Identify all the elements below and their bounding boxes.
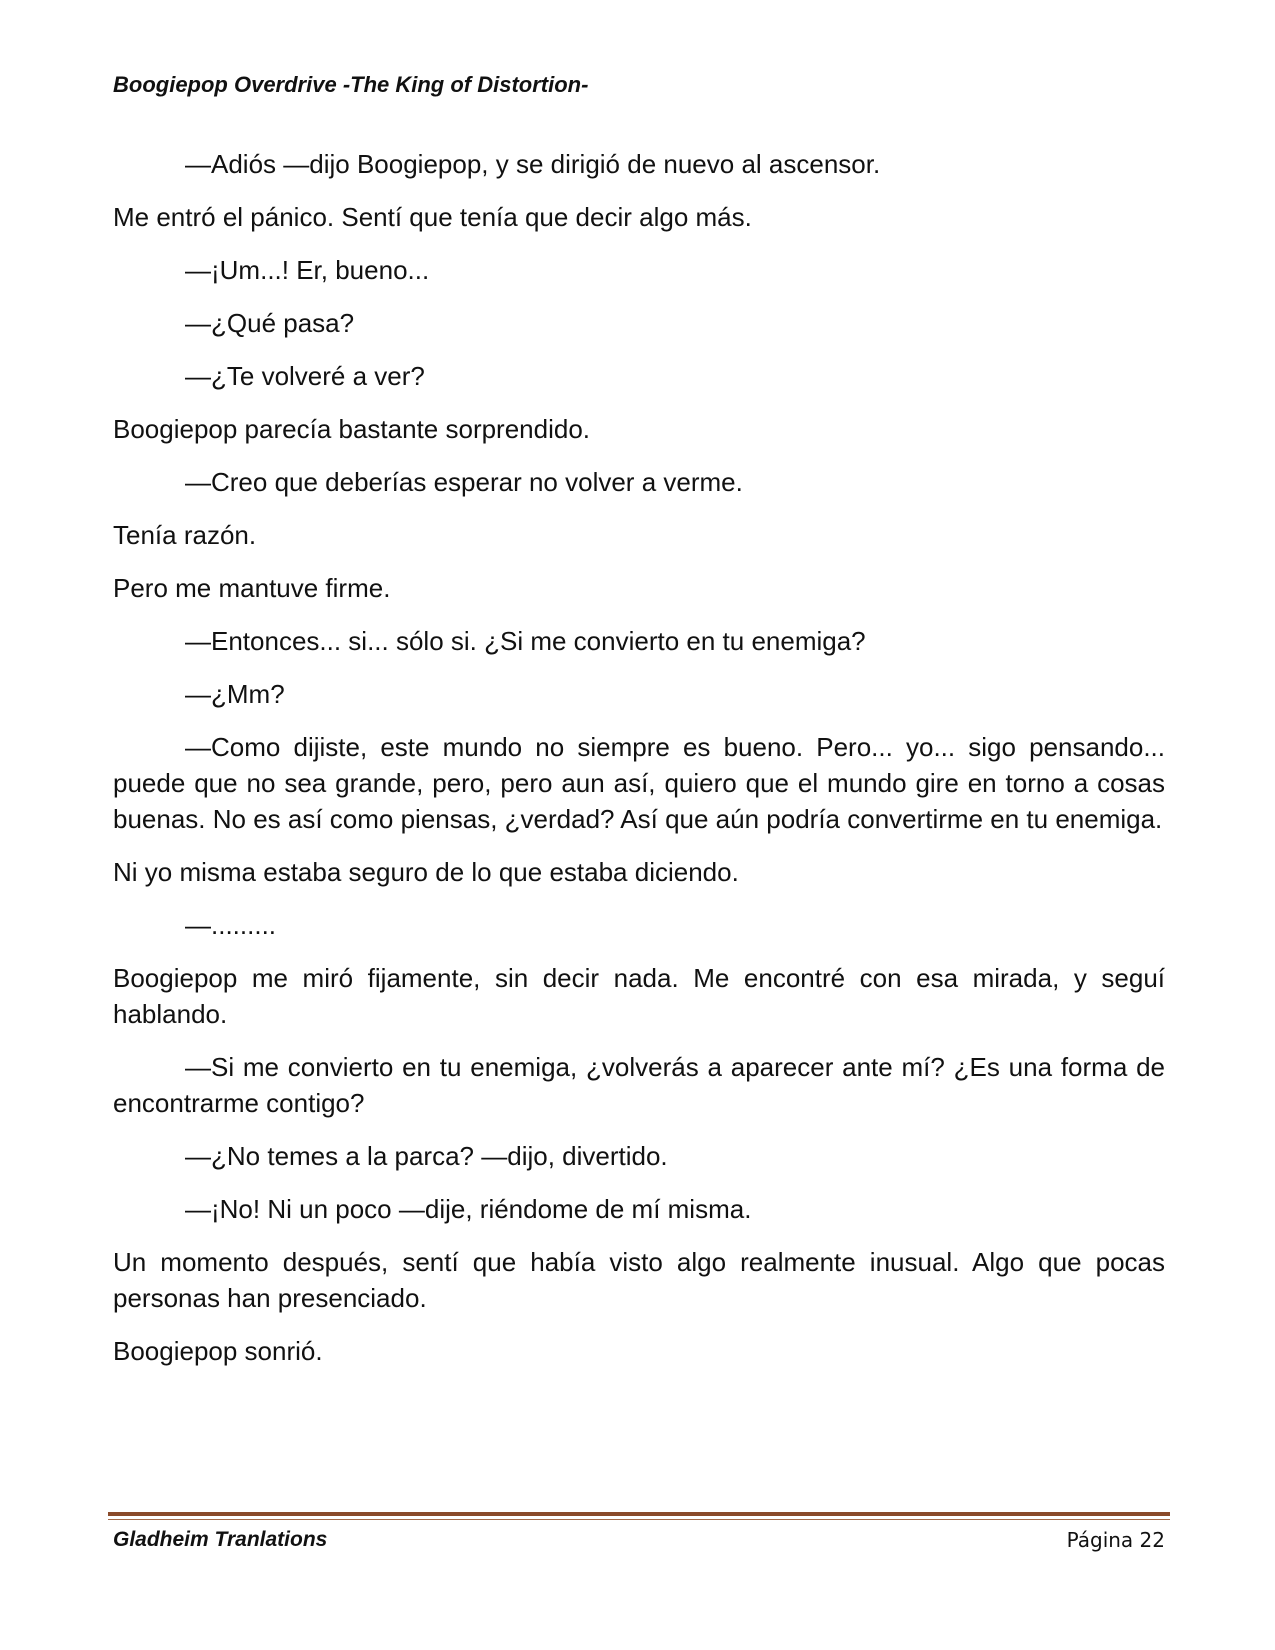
paragraph: Un momento después, sentí que había visto algo realmente inusual. Algo que pocas personas han presenciado. bbox=[113, 1247, 1165, 1313]
paragraph: Boogiepop me miró fijamente, sin decir nada. Me encontré con esa mirada, y seguí hablando. bbox=[113, 963, 1165, 1029]
paragraph: Boogiepop parecía bastante sorprendido. bbox=[113, 414, 591, 444]
paragraph: —¿Mm? bbox=[185, 679, 285, 709]
body-text bbox=[113, 146, 1165, 1386]
paragraph: Boogiepop sonrió. bbox=[113, 1336, 323, 1366]
footer-divider-thin bbox=[108, 1519, 1170, 1520]
paragraph: —Entonces... si... sólo si. ¿Si me convierto en tu enemiga? bbox=[185, 626, 866, 656]
paragraph: Tenía razón. bbox=[113, 520, 257, 550]
paragraph: —Si me convierto en tu enemiga, ¿volverás a aparecer ante mí? ¿Es una forma de encontrarme contigo? bbox=[113, 1052, 1165, 1118]
paragraph: —¡No! Ni un poco —dije, riéndome de mí misma. bbox=[185, 1194, 752, 1224]
paragraph: —¡Um...! Er, bueno... bbox=[185, 255, 430, 285]
paragraph: Pero me mantuve firme. bbox=[113, 573, 391, 603]
paragraph: —Como dijiste, este mundo no siempre es bueno. Pero... yo... sigo pensando... puede que no sea grande, pero, pero aun así, quiero que el mundo gire en torno a cosas buenas. No es así como piensas, ¿verdad? Así que aún podría convertirme en tu enemiga. bbox=[113, 732, 1165, 834]
paragraph: —¿Te volveré a ver? bbox=[185, 361, 425, 391]
footer-divider bbox=[108, 1512, 1170, 1516]
paragraph: —¿No temes a la parca? —dijo, divertido. bbox=[185, 1141, 668, 1171]
paragraph: Ni yo misma estaba seguro de lo que estaba diciendo. bbox=[113, 857, 739, 887]
paragraph: —Creo que deberías esperar no volver a verme. bbox=[185, 467, 743, 497]
paragraph: —......... bbox=[185, 910, 277, 940]
paragraph: Me entró el pánico. Sentí que tenía que decir algo más. bbox=[113, 202, 752, 232]
paragraph: —Adiós —dijo Boogiepop, y se dirigió de nuevo al ascensor. bbox=[185, 149, 881, 179]
paragraph: —¿Qué pasa? bbox=[185, 308, 355, 338]
footer-credit: Gladheim Tranlations bbox=[113, 1528, 328, 1551]
running-header: Boogiepop Overdrive -The King of Distortion- bbox=[113, 72, 589, 97]
page-number: Página 22 bbox=[1066, 1528, 1165, 1552]
